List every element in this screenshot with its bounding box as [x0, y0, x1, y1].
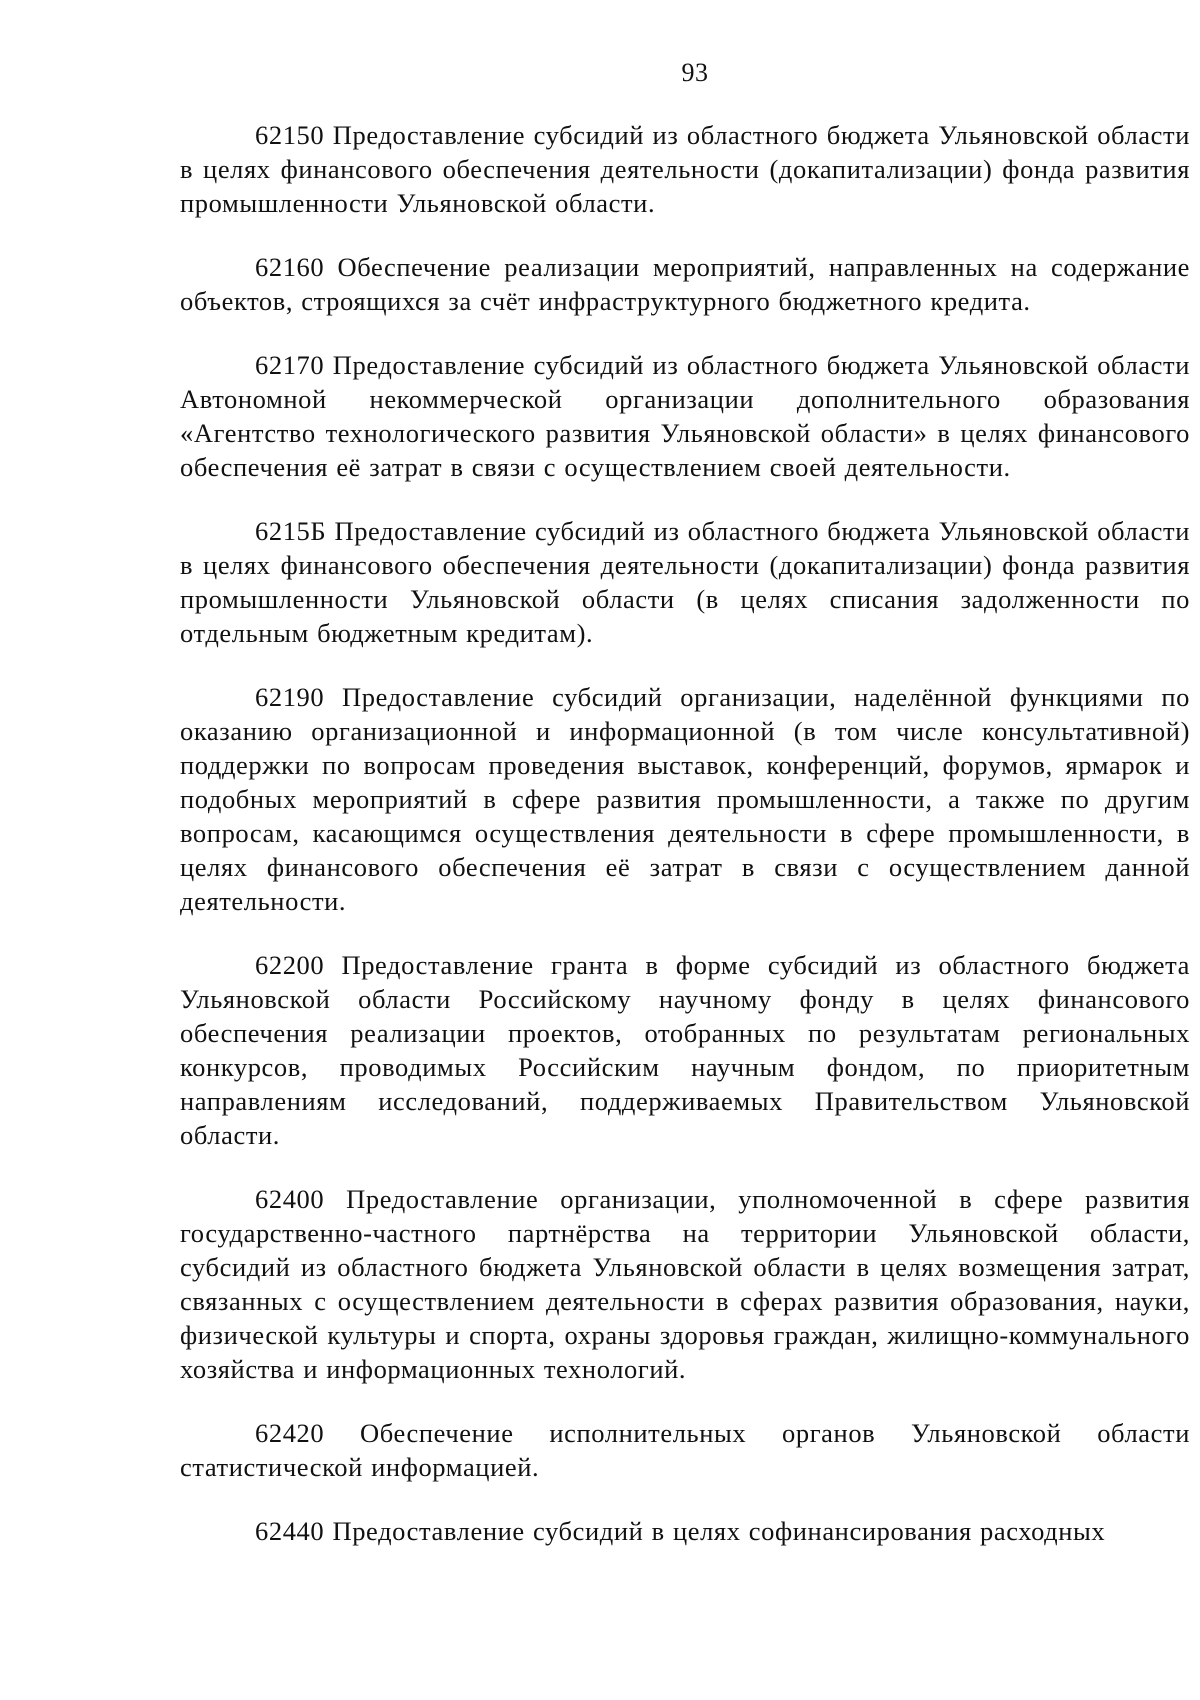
- paragraph-62160: 62160 Обеспечение реализации мероприятий, направленных на содержание объектов, строящихся за счёт инфраструктурного бюджетного кредита.: [180, 252, 1190, 316]
- paragraph-62440: 62440 Предоставление субсидий в целях софинансирования расходных: [255, 1516, 1106, 1546]
- paragraph-62200: 62200 Предоставление гранта в форме субсидий из областного бюджета Ульяновской области Российскому научному фонду в целях финансового обеспечения реализации проектов, отобранных по результатам региональных конкурсов, проводимых Российским научным фондом, по приоритетным направлениям исследований, поддерживаемых Правительством Ульяновской области.: [180, 950, 1190, 1150]
- paragraph-6215b: 6215Б Предоставление субсидий из областного бюджета Ульяновской области в целях финансового обеспечения деятельности (докапитализации) фонда развития промышленности Ульяновской области (в целях списания задолженности по отдельным бюджетным кредитам).: [180, 516, 1190, 648]
- page-number: 93: [681, 58, 709, 87]
- paragraph-62420: 62420 Обеспечение исполнительных органов Ульяновской области статистической информацией.: [180, 1418, 1190, 1482]
- paragraph-62150: 62150 Предоставление субсидий из областного бюджета Ульяновской области в целях финансового обеспечения деятельности (докапитализации) фонда развития промышленности Ульяновской области.: [180, 120, 1190, 218]
- paragraph-62400: 62400 Предоставление организации, уполномоченной в сфере развития государственно-частного партнёрства на территории Ульяновской области, субсидий из областного бюджета Ульяновской области в целях возмещения затрат, связанных с осуществлением деятельности в сферах развития образования, науки, физической культуры и спорта, охраны здоровья граждан, жилищно-коммунального хозяйства и информационных технологий.: [180, 1184, 1190, 1384]
- paragraph-62190: 62190 Предоставление субсидий организации, наделённой функциями по оказанию организационной и информационной (в том числе консультативной) поддержки по вопросам проведения выставок, конференций, форумов, ярмарок и подобных мероприятий в сфере развития промышленности, а также по другим вопросам, касающимся осуществления деятельности в сфере промышленности, в целях финансового обеспечения её затрат в связи с осуществлением данной деятельности.: [180, 682, 1190, 916]
- paragraph-62170: 62170 Предоставление субсидий из областного бюджета Ульяновской области Автономной некоммерческой организации дополнительного образования «Агентство технологического развития Ульяновской области» в целях финансового обеспечения её затрат в связи с осуществлением своей деятельности.: [180, 350, 1190, 482]
- document-body: [180, 118, 1190, 1548]
